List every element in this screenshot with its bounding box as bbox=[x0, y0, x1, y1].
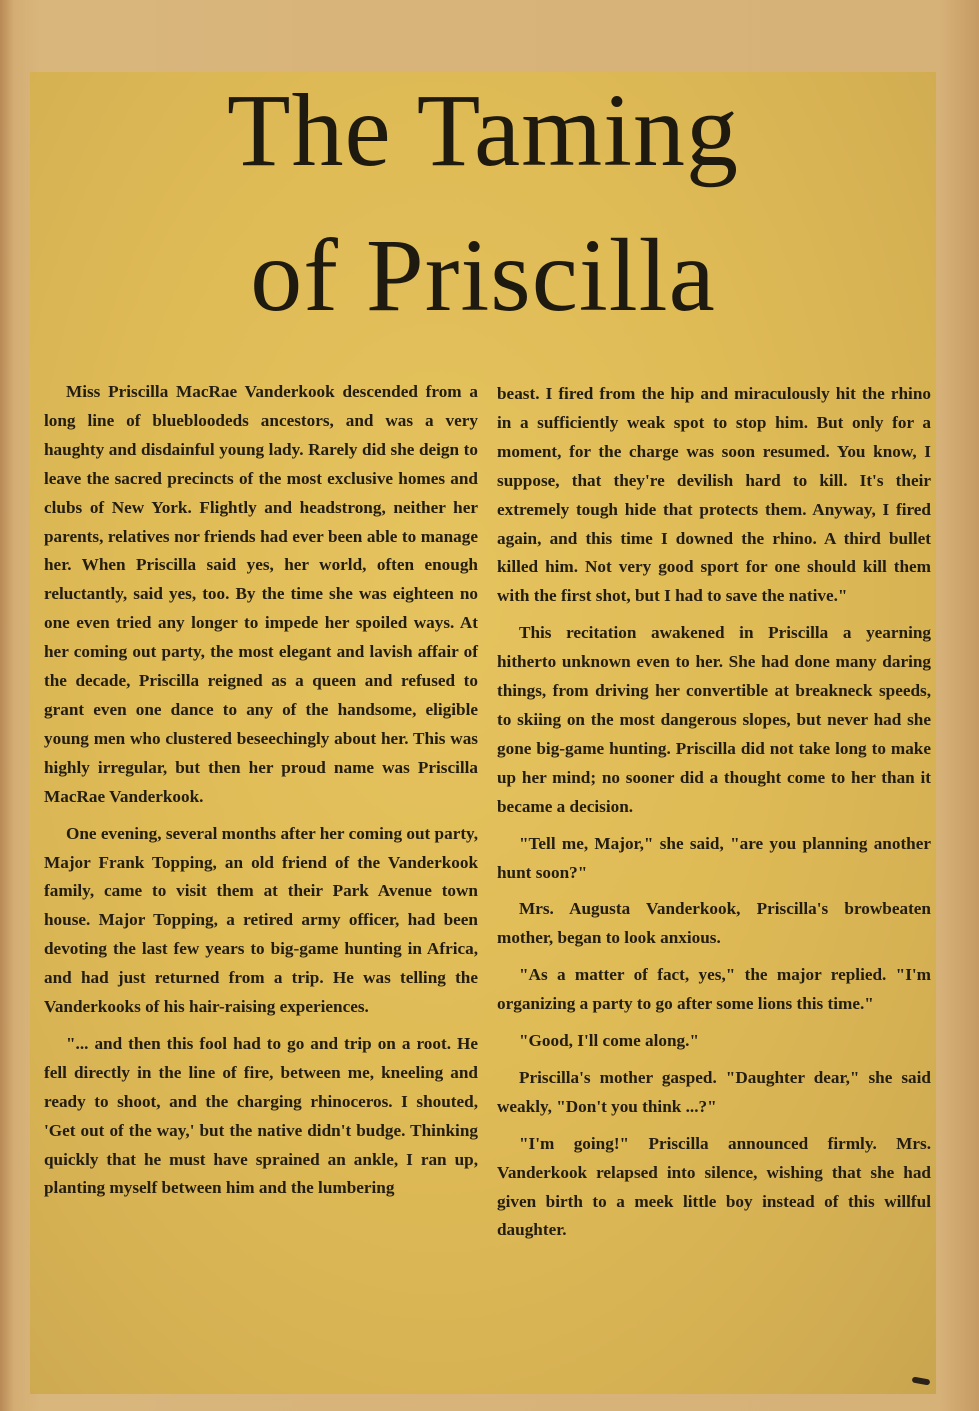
paragraph: One evening, several months after her coming out party, Major Frank Topping, an old friend of the Vanderkook family, came to visit them at their Park Avenue town house. Major Topping, a retired army officer, had been devoting the last few years to big-game hunting in Africa, and had just returned from a trip. He was telling the Vanderkooks of his hair-raising experiences. bbox=[44, 823, 478, 1017]
right-column bbox=[497, 380, 931, 1253]
left-column bbox=[44, 378, 478, 1211]
bleed-through-header bbox=[290, 14, 690, 54]
paragraph: This recitation awakened in Priscilla a yearning hitherto unknown even to her. She had done many daring things, from driving her convertible at breakneck speeds, to skiing on the most dangerous slopes, but never had she gone big-game hunting. Priscilla did not take long to make up her mind; no sooner did a thought come to her than it became a decision. bbox=[497, 623, 931, 816]
paragraph: Miss Priscilla MacRae Vanderkook descended from a long line of bluebloodeds ancestors, and was a very haughty and disdainful young lady. Rarely did she deign to leave the sacred precincts of the most exclusive homes and clubs of New York. Flightly and headstrong, neither her parents, relatives nor friends had ever been able to manage her. When Priscilla said yes, her world, often enough reluctantly, said yes, too. By the time she was eighteen no one even tried any longer to impede her spoiled ways. At her coming out party, the most elegant and lavish affair of the decade, Priscilla reigned as a queen and refused to grant even one dance to any of the handsome, eligible young men who clustered beseechingly about her. This was highly irregular, but then her proud name was Priscilla MacRae Vanderkook. bbox=[44, 382, 478, 806]
paragraph: Priscilla's mother gasped. "Daughter dear," she said weakly, "Don't you think ...?" bbox=[497, 1067, 931, 1116]
paragraph: "... and then this fool had to go and trip on a root. He fell directly in the line of fire, between me, kneeling and ready to shoot, and the charging rhinoceros. I shouted, 'Get out of the way,' but the native didn't budge. Thinking quickly that he must have sprained an ankle, I ran up, planting myself between him and the lumbering bbox=[44, 1033, 478, 1198]
paragraph: "I'm going!" Priscilla announced firmly. Mrs. Vanderkook relapsed into silence, wishing that she had given birth to a meek little boy instead of this willful daughter. bbox=[497, 1133, 931, 1240]
paragraph: Mrs. Augusta Vanderkook, Priscilla's browbeaten mother, began to look anxious. bbox=[497, 899, 931, 948]
title-line-2: of Priscilla bbox=[250, 218, 716, 333]
paragraph: "Good, I'll come along." bbox=[519, 1031, 699, 1051]
paragraph-continued: beast. I fired from the hip and miraculously hit the rhino in a sufficiently weak spot to stop him. But only for a moment, for the charge was soon resumed. You know, I suppose, that they're devilish hard to kill. It's their extremely tough hide that protects them. Anyway, I fired again, and this time I downed the rhino. A third bullet killed him. Not very good sport for one should kill them with the first shot, but I had to save the native." bbox=[497, 384, 931, 606]
story-title bbox=[30, 58, 936, 348]
paragraph: "As a matter of fact, yes," the major replied. "I'm organizing a party to go after some lions this time." bbox=[497, 965, 931, 1014]
paragraph: "Tell me, Major," she said, "are you planning another hunt soon?" bbox=[497, 833, 931, 882]
title-line-1: The Taming bbox=[226, 73, 740, 188]
